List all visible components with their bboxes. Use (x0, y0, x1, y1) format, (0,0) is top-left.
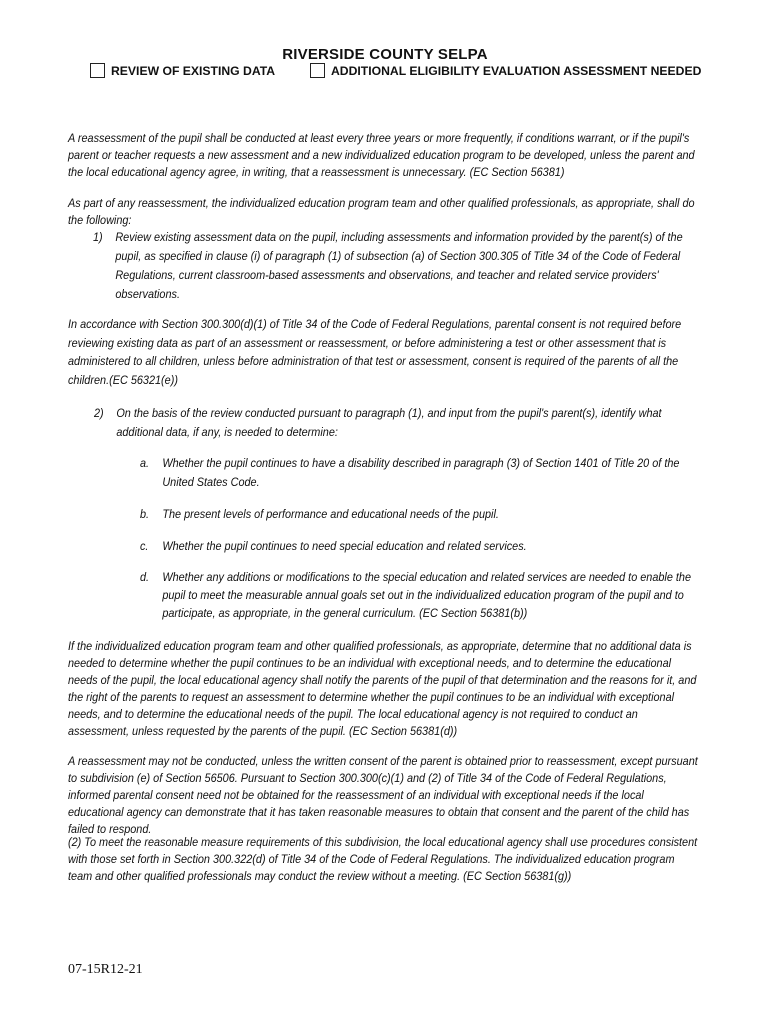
additional-assessment-option[interactable] (310, 62, 701, 82)
list-item-1-text: Review existing assessment data on the pupil, including assessments and information provided by the parent(s) of the pupil, as specified in clause (i) of paragraph (1) of subsection (a) of Section 300.305 of Title 34 of the Code of Federal Regulations, current classroom-based assessments and observations, and teacher and related service providers' observations. (115, 231, 683, 301)
sub-item-b-text: The present levels of performance and educational needs of the pupil. (162, 508, 499, 521)
reasonable-measures-paragraph: (2) To meet the reasonable measure requirements of this subdivision, the local educational agency shall use procedures consistent with those set forth in Section 300.322(d) of Title 34 of the Code of Federal Regulations. The individualized education program team and other qualified professionals may conduct the review without a meeting. (EC Section 56381(g)) (68, 836, 698, 883)
reassessment-duties-paragraph: As part of any reassessment, the individualized education program team and other qualified professionals, as appropriate, shall do the following: (68, 197, 695, 227)
sub-item-c-letter: c. (140, 540, 149, 553)
list-item-1-number: 1) (93, 231, 103, 244)
list-item-2-number: 2) (94, 407, 104, 420)
list-item-2 (94, 404, 699, 442)
sub-item-a (140, 454, 698, 492)
sub-item-a-text: Whether the pupil continues to have a disability described in paragraph (3) of Section 1401 of Title 20 of the United States Code. (162, 457, 680, 489)
form-title: RIVERSIDE COUNTY SELPA (282, 46, 488, 63)
sub-item-a-letter: a. (140, 457, 150, 470)
reassessment-paragraph: A reassessment of the pupil shall be conducted at least every three years or more frequently, if conditions warrant, or if the pupil's parent or teacher requests a new assessment and a new individualized education program to be developed, unless the parent and the local educational agency agree, in writing, that a reassessment is unnecessary. (EC Section 56381) (68, 132, 695, 179)
additional-assessment-checkbox[interactable] (310, 63, 325, 78)
parental-consent-paragraph: In accordance with Section 300.300(d)(1) of Title 34 of the Code of Federal Regulations, parental consent is not required before reviewing existing data as part of an assessment or reassessment, or before administering a test or other assessment that is administered to all children, unless before administration of that test or assessment, consent is required of the parents of all the children.(EC 56321(e)) (68, 318, 682, 387)
sub-item-d-text: Whether any additions or modifications to the special education and related services are needed to enable the pupil to meet the measurable annual goals set out in the individualized education program of the pupil and to participate, as appropriate, in the general curriculum. (EC Section 56381(b)) (162, 571, 692, 620)
list-item-1 (93, 228, 698, 304)
sub-item-c (140, 537, 698, 556)
sub-item-d (140, 569, 698, 623)
sub-item-c-text: Whether the pupil continues to need special education and related services. (162, 540, 527, 553)
sub-item-d-letter: d. (140, 571, 150, 584)
additional-assessment-label: ADDITIONAL ELIGIBILITY EVALUATION ASSESSMENT NEEDED (331, 63, 702, 78)
sub-item-b (140, 505, 698, 524)
review-existing-data-checkbox[interactable] (90, 63, 105, 78)
review-existing-data-label: REVIEW OF EXISTING DATA (111, 63, 276, 78)
form-code: 07-15R12-21 (68, 962, 143, 977)
list-item-2-text: On the basis of the review conducted pursuant to paragraph (1), and input from the pupil's parent(s), identify what additional data, if any, is needed to determine: (116, 407, 662, 439)
sub-item-b-letter: b. (140, 508, 150, 521)
written-consent-paragraph: A reassessment may not be conducted, unless the written consent of the parent is obtained prior to reassessment, except pursuant to subdivision (e) of Section 56506. Pursuant to Section 300.300(c)(1) and (2) of Title 34 of the Code of Federal Regulations, informed parental consent need not be obtained for the reassessment of an individual with exceptional needs if the local educational agency can demonstrate that it has taken reasonable measures to obtain that consent and the parent of the child has failed to respond. (68, 755, 698, 836)
review-existing-data-option[interactable] (90, 62, 275, 82)
no-additional-data-paragraph: If the individualized education program team and other qualified professionals, as appropriate, determine that no additional data is needed to determine whether the pupil continues to be an individual with exceptional needs, and to determine the educational needs of the pupil, the local educational agency shall notify the parents of the pupil of that determination and the reasons for it, and the right of the parents to request an assessment to determine whether the pupil continues to be an individual with exceptional needs, and to determine the educational needs of the pupil. The local educational agency is not required to conduct an assessment, unless requested by the parents of the pupil. (EC Section 56381(d)) (68, 640, 697, 738)
